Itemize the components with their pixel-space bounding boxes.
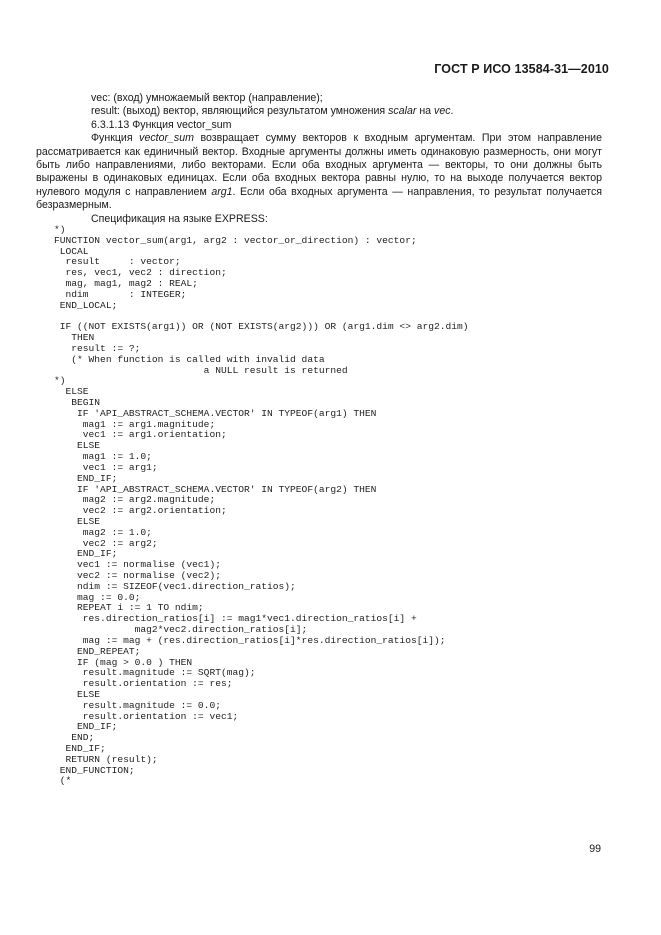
- code-line: mag2 := arg2.magnitude;: [54, 494, 216, 506]
- code-line: vec2 := normalise (vec2);: [54, 570, 221, 581]
- code-line: vec1 := arg1.orientation;: [54, 429, 227, 441]
- code-line: END_FUNCTION;: [54, 764, 135, 776]
- code-line: a NULL result is returned: [54, 364, 348, 376]
- code-line: ndim := SIZEOF(vec1.direction_ratios);: [54, 580, 296, 592]
- code-line: END_LOCAL;: [54, 299, 118, 311]
- code-line: ELSE: [54, 386, 89, 398]
- code-line: END_IF;: [54, 721, 118, 733]
- page-number: 99: [589, 843, 601, 855]
- standard-header: ГОСТ Р ИСО 13584-31—2010: [434, 62, 609, 76]
- code-line: END;: [54, 732, 95, 744]
- code-line: mag, mag1, mag2 : REAL;: [54, 278, 198, 290]
- code-line: IF ((NOT EXISTS(arg1)) OR (NOT EXISTS(arg2))) OR (arg1.dim <> arg2.dim): [54, 321, 469, 333]
- code-line: IF 'API_ABSTRACT_SCHEMA.VECTOR' IN TYPEOF(arg2) THEN: [54, 483, 377, 495]
- code-line: result.orientation := vec1;: [54, 710, 239, 722]
- code-line: vec2 := arg2.orientation;: [54, 505, 227, 517]
- code-line: LOCAL: [54, 245, 89, 257]
- code-line: (*: [54, 775, 72, 787]
- code-line: END_REPEAT;: [54, 645, 141, 657]
- code-line: ELSE: [54, 515, 101, 527]
- code-line: result : vector;: [54, 256, 181, 268]
- code-line: res.direction_ratios[i] := mag1*vec1.direction_ratios[i] +: [54, 613, 417, 625]
- express-code-listing: [54, 225, 469, 787]
- code-line: result.orientation := res;: [54, 678, 233, 690]
- code-line: mag := mag + (res.direction_ratios[i]*res.direction_ratios[i]);: [54, 634, 446, 646]
- code-line: vec2 := arg2;: [54, 537, 158, 549]
- code-line: REPEAT i := 1 TO ndim;: [54, 602, 204, 614]
- code-line: IF (mag > 0.0 ) THEN: [54, 656, 193, 668]
- code-line: mag2*vec2.direction_ratios[i];: [54, 624, 308, 636]
- code-line: FUNCTION vector_sum(arg1, arg2 : vector_or_direction) : vector;: [54, 234, 417, 246]
- code-line: result.magnitude := 0.0;: [54, 699, 221, 711]
- code-line: ndim : INTEGER;: [54, 288, 187, 300]
- code-line: vec1 := normalise (vec1);: [54, 559, 221, 571]
- code-line: IF 'API_ABSTRACT_SCHEMA.VECTOR' IN TYPEOF(arg1) THEN: [54, 407, 377, 419]
- code-line: res, vec1, vec2 : direction;: [54, 267, 227, 279]
- result-parameter: result: (выход) вектор, являющийся результатом умножения scalar на vec.: [91, 105, 454, 118]
- code-line: mag1 := 1.0;: [54, 451, 152, 463]
- code-line: *): [54, 224, 66, 235]
- code-line: END_IF;: [54, 548, 118, 560]
- code-line: (* When function is called with invalid data: [54, 353, 325, 365]
- code-line: BEGIN: [54, 397, 101, 408]
- code-line: *): [54, 375, 66, 387]
- code-line: mag2 := 1.0;: [54, 526, 152, 538]
- code-line: result := ?;: [54, 342, 141, 354]
- code-line: vec1 := arg1;: [54, 461, 158, 473]
- code-line: mag := 0.0;: [54, 591, 141, 603]
- section-title: 6.3.1.13 Функция vector_sum: [91, 118, 232, 131]
- code-line: result.magnitude := SQRT(mag);: [54, 667, 256, 679]
- code-line: ELSE: [54, 688, 101, 700]
- parameter-descriptions: [36, 92, 602, 226]
- code-line: END_IF;: [54, 743, 106, 754]
- code-line: ELSE: [54, 440, 101, 452]
- code-line: mag1 := arg1.magnitude;: [54, 418, 216, 430]
- code-line: END_IF;: [54, 472, 118, 484]
- vec-parameter: vec: (вход) умножаемый вектор (направление);: [91, 92, 323, 104]
- description-paragraph: Функция vector_sum возвращает сумму векторов к входным аргументам. При этом направление рассматривается как единичный вектор. Входные аргументы должны иметь одинаковую размерность, они могут быть либо направлениями, либо векторами. Если оба входных аргумента — векторы, то они должны быть выражены в одинаковых единицах. Если оба входных вектора равны нулю, то на выходе получается вектор нулевого модуля с направлением arg1. Если оба входных аргумента — направления, то результат получается безразмерным.: [36, 132, 602, 212]
- code-line: RETURN (result);: [54, 753, 158, 765]
- code-line: THEN: [54, 332, 95, 344]
- express-spec-label: Спецификация на языке EXPRESS:: [91, 212, 268, 225]
